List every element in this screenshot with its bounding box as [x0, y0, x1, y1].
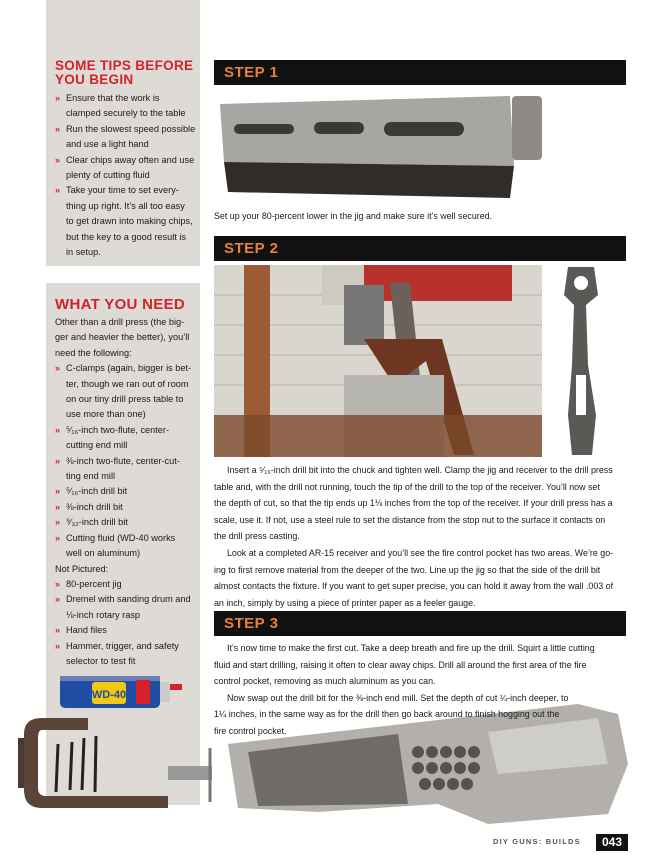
not-pictured-item: » Hammer, trigger, and safety selector to test fit	[55, 640, 179, 666]
step2-paragraph: Look at a completed AR-15 receiver and you’ll see the fire control pocket has two areas. We’re go- ing to first remove material from the deeper of the two. Line up the jig so that the side of the drill bit almost contacts the fixture. If you want to get super precise, you can hold it away from the wall .003 of an inch, simply by using a piece of printer paper as a feeler gauge.	[214, 547, 614, 608]
jig-photo	[214, 94, 546, 202]
step3-paragraph: Now swap out the drill bit for the ⅜-inch end mill. Set the depth of cut ¼-inch deeper, to 1¼ inches, in the same way as for the drill then go back around to finish hogging out the fire control pocket.	[214, 692, 569, 736]
tips-sidebar	[46, 0, 200, 266]
drill-press-photo	[214, 265, 542, 457]
need-item: » ⅜-inch two-flute, center-cut- ting end mill	[55, 455, 180, 482]
chevron-bullet-icon: »	[55, 154, 61, 165]
chevron-bullet-icon: »	[55, 486, 61, 497]
tips-item: » Clear chips away often and use plenty of cutting fluid	[55, 154, 195, 181]
step3-body	[214, 640, 630, 740]
tips-title-line2: YOU BEGIN	[55, 72, 134, 87]
chevron-bullet-icon: »	[55, 625, 61, 636]
page-number: 043	[596, 834, 628, 851]
footer-section: DIY GUNS: BUILDS	[493, 837, 581, 846]
need-title: WHAT YOU NEED	[55, 296, 186, 313]
not-pictured-item: » Hand files	[55, 623, 200, 638]
step2-body	[214, 462, 630, 611]
chevron-bullet-icon: »	[55, 455, 61, 466]
step3-label: STEP 3	[224, 615, 279, 632]
chevron-bullet-icon: »	[55, 424, 61, 435]
need-item: » ⁵⁄₁₆-inch two-flute, center- cutting end mill	[55, 424, 170, 451]
chevron-bullet-icon: »	[55, 185, 61, 196]
step3-header	[214, 611, 626, 636]
chevron-bullet-icon: »	[55, 594, 61, 605]
chevron-bullet-icon: »	[55, 501, 61, 512]
chevron-bullet-icon: »	[55, 578, 61, 589]
lower-receiver-photo	[558, 265, 604, 457]
tips-title-line1: SOME TIPS BEFORE	[55, 58, 194, 73]
tips-item: » Ensure that the work is clamped securely to the table	[55, 93, 186, 119]
not-pictured-label: Not Pictured:	[55, 563, 109, 574]
chevron-bullet-icon: »	[55, 640, 61, 651]
step2-label: STEP 2	[224, 240, 279, 257]
step1-header	[214, 60, 626, 85]
need-item: » ⁵⁄₁₆-inch drill bit	[55, 484, 200, 499]
step2-header	[214, 236, 626, 261]
chevron-bullet-icon: »	[55, 93, 61, 103]
chevron-bullet-icon: »	[55, 532, 61, 543]
wd40-can-label: WD-40	[91, 689, 127, 701]
step3-paragraph: It’s now time to make the first cut. Take a deep breath and fire up the drill. Squirt a little cutting fluid and start drilling, raising it often to clear away chips. Drill all around the first area of the fire control pocket, removing as much aluminum as you can.	[214, 643, 595, 687]
need-intro: Other than a drill press (the big- ger and heavier the better), you’ll need the following:	[55, 317, 190, 358]
need-item: » C-clamps (again, bigger is bet- ter, though we ran out of room on our tiny drill press table to use more than one)	[55, 363, 192, 420]
step1-caption: Set up your 80-percent lower in the jig and make sure it’s well secured.	[214, 211, 493, 221]
step1-label: STEP 1	[224, 64, 279, 81]
not-pictured-list	[55, 577, 200, 669]
tips-list	[55, 91, 200, 260]
not-pictured-item: » Dremel with sanding drum and ⅛-inch rotary rasp	[55, 594, 191, 620]
chevron-bullet-icon: »	[55, 517, 61, 528]
chevron-bullet-icon: »	[55, 123, 61, 134]
not-pictured-item: » 80-percent jig	[55, 577, 200, 592]
chevron-bullet-icon: »	[55, 363, 61, 374]
tips-item: » Run the slowest speed possible and use a light hand	[55, 123, 196, 150]
need-item: » ⁹⁄₃₂-inch drill bit	[55, 515, 200, 530]
need-list	[55, 361, 200, 561]
tips-item: » Take your time to set every- thing up right. It’s all too easy to get drawn into making chips, but the key to a good result is in setup.	[55, 185, 193, 258]
need-item: » Cutting fluid (WD-40 works well on aluminum)	[55, 532, 176, 559]
step2-paragraph: Insert a ⁵⁄₁₆-inch drill bit into the chuck and tighten well. Clamp the jig and receiver to the drill press table and, with the drill not running, touch the tip of the drill to the top of the receiver. You’ll now set the depth of cut, so that the tip ends up 1⅛ inches from the top of the receiver. If your drill press has a scale, use it. If not, use a steel rule to set the distance from the stop nut to the surface it contacts on the drill press casting.	[214, 465, 613, 542]
need-item: » ⅜-inch drill bit	[55, 500, 200, 515]
